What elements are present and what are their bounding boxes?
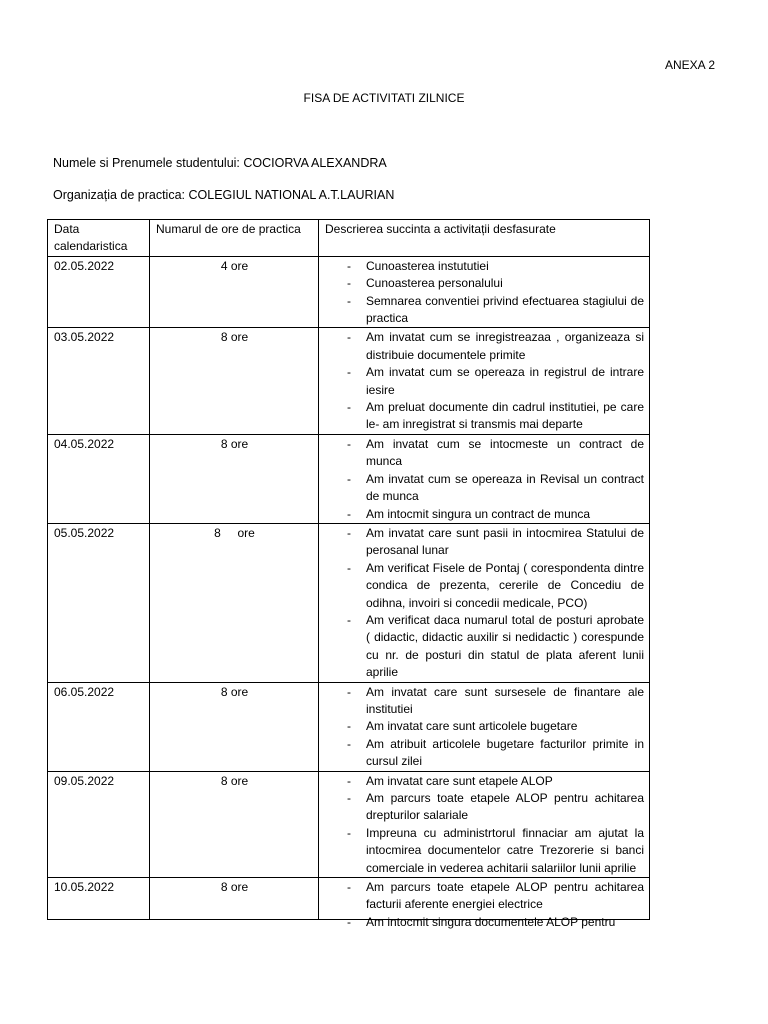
activity-list (325, 258, 644, 328)
activity-list (325, 436, 644, 523)
row-hours: 8 ore (150, 771, 319, 877)
document-title: FISA DE ACTIVITATI ZILNICE (303, 91, 465, 105)
list-item: - Am invatat cum se inregistreazaa , organizeaza si distribuie documentele primite (366, 329, 644, 364)
row-description (319, 523, 650, 682)
student-name: COCIORVA ALEXANDRA (243, 156, 387, 170)
list-item: - Am invatat care sunt sursesele de finantare ale institutiei (366, 684, 644, 719)
row-hours: 4 ore (150, 256, 319, 328)
row-date: 04.05.2022 (48, 434, 150, 523)
row-description (319, 328, 650, 434)
table-row (48, 523, 650, 682)
annex-label: ANEXA 2 (664, 58, 715, 72)
list-item: - Am intocmit singura un contract de munca (366, 506, 644, 523)
list-item: - Am intocmit singura documentele ALOP pentru (366, 914, 644, 931)
table-header-row (48, 220, 650, 257)
header-date: Data calendaristica (48, 220, 150, 257)
table-row (48, 771, 650, 877)
organization-name: COLEGIUL NATIONAL A.T.LAURIAN (188, 188, 395, 202)
list-item: - Cunoasterea personalului (366, 275, 644, 292)
row-date: 09.05.2022 (48, 771, 150, 877)
activity-list (325, 525, 644, 682)
list-item: - Am invatat cum se intocmeste un contract de munca (366, 436, 644, 471)
row-date: 03.05.2022 (48, 328, 150, 434)
table-row (48, 256, 650, 328)
activity-list (325, 684, 644, 771)
list-item: - Am parcurs toate etapele ALOP pentru achitarea drepturilor salariale (366, 790, 644, 825)
row-date: 05.05.2022 (48, 523, 150, 682)
row-hours: 8 ore (150, 523, 319, 682)
activity-list (325, 773, 644, 877)
header-hours: Numarul de ore de practica (150, 220, 319, 257)
list-item: - Am atribuit articolele bugetare facturilor primite in cursul zilei (366, 736, 644, 771)
row-description (319, 682, 650, 771)
organization-line (53, 188, 394, 202)
row-hours: 8 ore (150, 878, 319, 920)
organization-label: Organizația de practica: (53, 188, 186, 202)
row-description (319, 771, 650, 877)
row-date: 10.05.2022 (48, 878, 150, 920)
list-item: - Am invatat care sunt etapele ALOP (366, 773, 644, 790)
student-line (53, 156, 387, 170)
row-description (319, 434, 650, 523)
activities-table (47, 219, 650, 929)
table-row (48, 328, 650, 434)
table-row (48, 434, 650, 523)
list-item: - Am invatat cum se opereaza in Revisal un contract de munca (366, 471, 644, 506)
list-item: - Am parcurs toate etapele ALOP pentru achitarea facturii aferente energiei electrice (366, 879, 644, 914)
row-date: 06.05.2022 (48, 682, 150, 771)
row-hours: 8 ore (150, 434, 319, 523)
list-item: - Am invatat care sunt articolele bugetare (366, 718, 644, 735)
row-description (319, 878, 650, 929)
list-item: - Cunoasterea instututiei (366, 258, 644, 275)
list-item: - Semnarea conventiei privind efectuarea stagiului de practica (366, 293, 644, 328)
activity-list (325, 879, 644, 931)
row-hours: 8 ore (150, 328, 319, 434)
list-item: - Am verificat Fisele de Pontaj ( corespondenta dintre condica de prezenta, cererile de Concediu de odihna, invoiri si concedii medicale, PCO) (366, 560, 644, 612)
student-label: Numele si Prenumele studentului: (53, 156, 240, 170)
list-item: - Am invatat care sunt pasii in intocmirea Statului de perosanal lunar (366, 525, 644, 560)
row-hours: 8 ore (150, 682, 319, 771)
header-description: Descrierea succinta a activitații desfasurate (319, 220, 650, 257)
table-row (48, 682, 650, 771)
list-item: - Am invatat cum se opereaza in registrul de intrare iesire (366, 364, 644, 399)
list-item: - Impreuna cu administrtorul finnaciar am ajutat la intocmirea documentelor catre Trezorerie si banci comerciale in vederea achitarii salariilor lunii aprilie (366, 825, 644, 877)
table-row (48, 878, 650, 920)
row-date: 02.05.2022 (48, 256, 150, 328)
row-description (319, 256, 650, 328)
activity-list (325, 329, 644, 433)
list-item: - Am preluat documente din cadrul institutiei, pe care le- am inregistrat si transmis mai departe (366, 399, 644, 434)
list-item: - Am verificat daca numarul total de posturi aprobate ( didactic, didactic auxilir si nedidactic ) corespunde cu nr. de posturi din statul de plata aferent lunii aprilie (366, 612, 644, 682)
